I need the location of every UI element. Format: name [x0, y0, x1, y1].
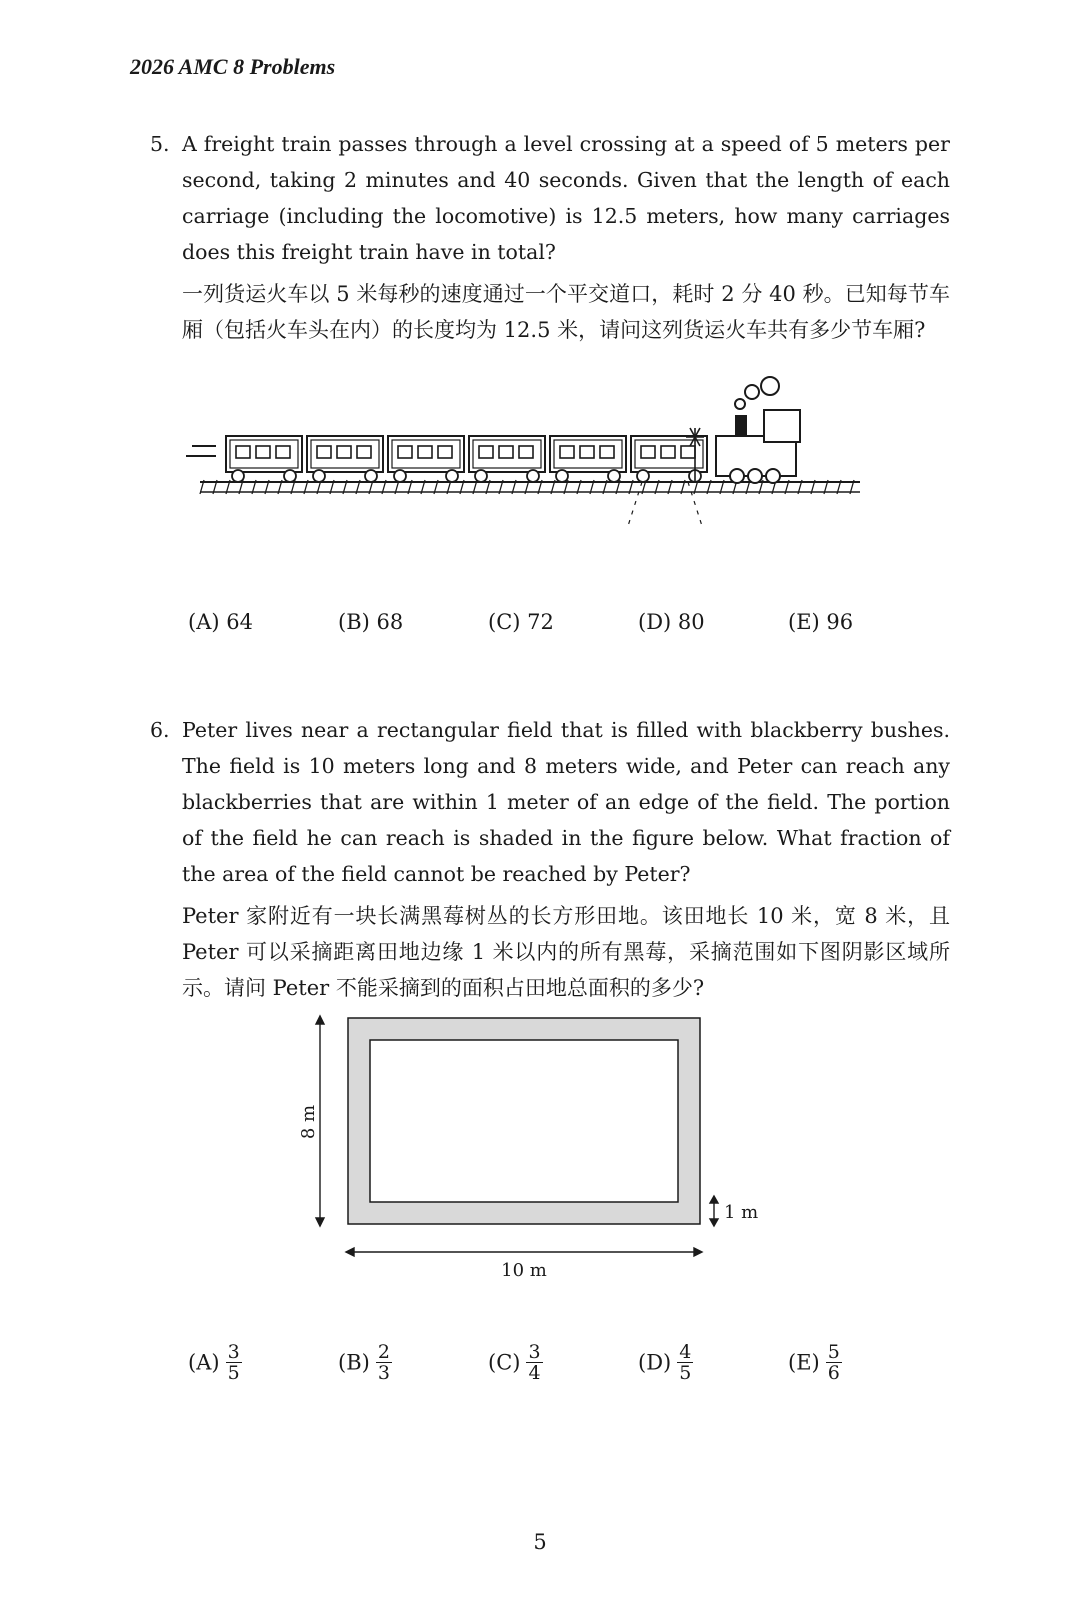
carriage [550, 436, 626, 482]
answer-choice [638, 610, 705, 634]
problem-6 [150, 712, 950, 1006]
fraction-numerator: 3 [528, 1341, 541, 1363]
border-arrow [710, 1196, 718, 1226]
problem-5 [150, 126, 950, 348]
field-figure [290, 1010, 790, 1290]
width-label: 10 m [501, 1260, 547, 1281]
page-header: 2026 AMC 8 Problems [130, 54, 336, 79]
fraction-denominator: 4 [528, 1362, 541, 1384]
problem-6-number: 6. [150, 718, 170, 742]
border-label: 1 m [724, 1202, 759, 1223]
answer-choice [788, 610, 853, 634]
answer-choice [488, 1342, 543, 1383]
answer-choice [488, 610, 554, 634]
fraction [226, 1342, 242, 1383]
locomotive [716, 377, 800, 483]
choice-label: (D) [638, 1350, 672, 1375]
choice-label: (E) [788, 1350, 820, 1375]
field-inner [370, 1040, 678, 1202]
answer-choice [788, 1342, 842, 1383]
fraction-numerator: 2 [377, 1341, 390, 1363]
train-figure [180, 370, 880, 530]
carriage [469, 436, 545, 482]
problem-5-text: A freight train passes through a level crossing at a speed of 5 meters per second, taking 2 minutes and 40 seconds. Given that the length of each carriage (including the locomotive) is 12.5 meters, how many carriages does this freight train have in total? [182, 132, 950, 264]
choice-value: 96 [826, 610, 854, 634]
choice-value: 64 [226, 610, 253, 634]
choice-value: 72 [527, 610, 554, 634]
choice-label: (B) [338, 1350, 370, 1375]
fraction-denominator: 6 [827, 1362, 840, 1384]
choice-label: (C) [488, 1350, 521, 1375]
choice-label: (A) [188, 610, 220, 634]
carriage [307, 436, 383, 482]
answer-choice [338, 1342, 392, 1383]
fraction [826, 1342, 842, 1383]
fraction-numerator: 4 [679, 1341, 692, 1363]
problem-6-text: Peter lives near a rectangular field that is filled with blackberry bushes. The field is 10 meters long and 8 meters wide, and Peter can reach any blackberries that are within 1 meter of an edge of the field. The portion of the field he can reach is shaded in the figure below. What fraction of the area of the field cannot be reached by Peter? [182, 718, 950, 886]
answer-choice [638, 1342, 693, 1383]
carriage [388, 436, 464, 482]
fraction-numerator: 3 [227, 1341, 240, 1363]
fraction-denominator: 5 [679, 1362, 692, 1384]
fraction-denominator: 5 [227, 1362, 240, 1384]
answer-choice [338, 610, 403, 634]
choice-label: (E) [788, 610, 820, 634]
width-arrow [346, 1248, 702, 1256]
choice-label: (A) [188, 1350, 220, 1375]
problem-5-text-cn: 一列货运火车以 5 米每秒的速度通过一个平交道口，耗时 2 分 40 秒。已知每节车厢（包括火车头在内）的长度均为 12.5 米，请问这列货运火车共有多少节车厢? [182, 282, 950, 342]
problem-5-number: 5. [150, 132, 170, 156]
carriages [226, 436, 707, 482]
choice-label: (C) [488, 610, 521, 634]
choice-value: 80 [677, 610, 705, 634]
height-label: 8 m [298, 1104, 319, 1140]
answer-choice [188, 610, 253, 634]
fraction [376, 1342, 392, 1383]
choice-value: 68 [376, 610, 404, 634]
problem-6-text-cn: Peter 家附近有一块长满黑莓树丛的长方形田地。该田地长 10 米，宽 8 米，且 Peter 可以采摘距离田地边缘 1 米以内的所有黑莓，采摘范围如下图阴影区域所示。请问 Peter 不能采摘到的面积占田地总面积的多少? [182, 904, 950, 1000]
choice-label: (B) [338, 610, 370, 634]
answer-choice [188, 1342, 242, 1383]
fraction-denominator: 3 [377, 1362, 390, 1384]
fraction [677, 1342, 693, 1383]
crossing-lines [628, 482, 702, 526]
choice-label: (D) [638, 610, 672, 634]
page-number: 5 [533, 1530, 547, 1554]
fraction-numerator: 5 [827, 1341, 840, 1363]
carriage [226, 436, 302, 482]
fraction [526, 1342, 542, 1383]
